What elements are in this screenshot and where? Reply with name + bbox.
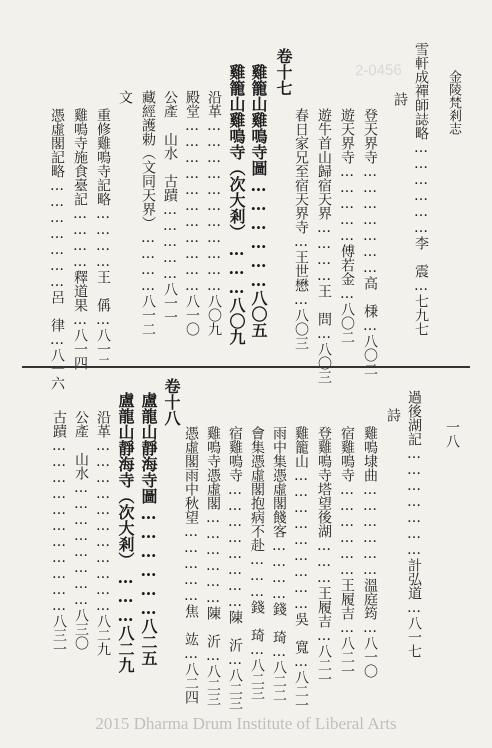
toc-entry: 過後湖記…………………計弘道…八一七 [406,390,422,658]
toc-entry: 公產 山水……………………八三〇 [73,410,89,650]
toc-entry: 登天界寺…………………高 棅…八〇二 [362,108,378,376]
toc-entry: 憑虛閣記略…………………呂 律…八一六 [49,108,65,390]
toc-entry: 雪軒成禪師誌略………………李 震…七九七 [413,42,429,336]
toc-entry: 沿革……………………………八二九 [95,410,111,656]
toc-entry: 宿雞鳴寺………………王履吉…八二一 [339,426,355,678]
toc-entry: 會集憑虛閣抱病不赴………錢 琦…八二三 [249,426,265,700]
toc-entry: 宿雞鳴寺……………………陳 沂…八二三 [227,426,243,710]
toc-entry: 公產 山水 古蹟……………八一一 [162,90,178,324]
toc-entry: 遊牛首山歸宿天界…………王 問…八〇三 [316,108,332,384]
section-heading: 詩 [392,92,408,106]
volume-heading: 卷十八 [162,378,181,426]
toc-entry: 春日家兄至宿天界寺…王世懋…八〇三 [293,108,309,350]
toc-entry: 憑虛閣雨中秋望……………焦 竑…八二四 [183,426,199,704]
volume-heading: 卷十七 [274,48,293,96]
toc-entry: 雨中集憑虛閣餞客…………錢 琦…八二二 [271,426,287,702]
toc-entry-bold: 雞籠山雞鳴寺圖………………八〇五 [249,64,268,338]
section-divider [22,366,470,368]
toc-entry: 沿革……………………………八〇九 [206,90,222,336]
section-heading: 文 [117,90,133,104]
toc-entry: 遊天界寺……………傅若金…八〇二 [339,108,355,344]
page-number: 一八 [444,420,460,448]
toc-entry: 登雞鳴寺塔望後湖………王履吉…八二一 [316,426,332,686]
toc-entry: 藏經護勅（文同天界）…………八一二 [140,90,156,336]
watermark-stamp: 2-0456 [354,61,402,80]
copyright-footer: 2015 Dharma Drum Institute of Liberal Arts [95,714,397,733]
toc-entry: 雞鳴寺施食臺記…………釋道果…八一四 [72,108,88,370]
toc-entry-bold: 盧龍山靜海寺圖………………八二五 [139,392,158,666]
toc-entry: 雞鳴埭曲………………溫庭筠…八一〇 [362,426,378,678]
toc-entry-bold: 盧龍山靜海寺（次大剎）………八二九 [116,392,135,673]
running-title: 金陵梵剎志 [446,70,461,135]
toc-entry: 古蹟……………………………八三一 [51,410,67,656]
toc-entry: 雞籠山………………………吳 寬…八二一 [293,426,309,712]
toc-entry-bold: 雞籠山雞鳴寺（次大剎）………八〇九 [227,64,246,345]
toc-entry: 殿堂……………………………八一〇 [184,90,200,336]
toc-entry: 重修雞鳴寺記略…………王 偁…八一二 [95,108,111,370]
section-heading: 詩 [385,408,401,422]
toc-entry: 雞鳴寺憑虛閣………………陳 沂…八二三 [205,426,221,706]
